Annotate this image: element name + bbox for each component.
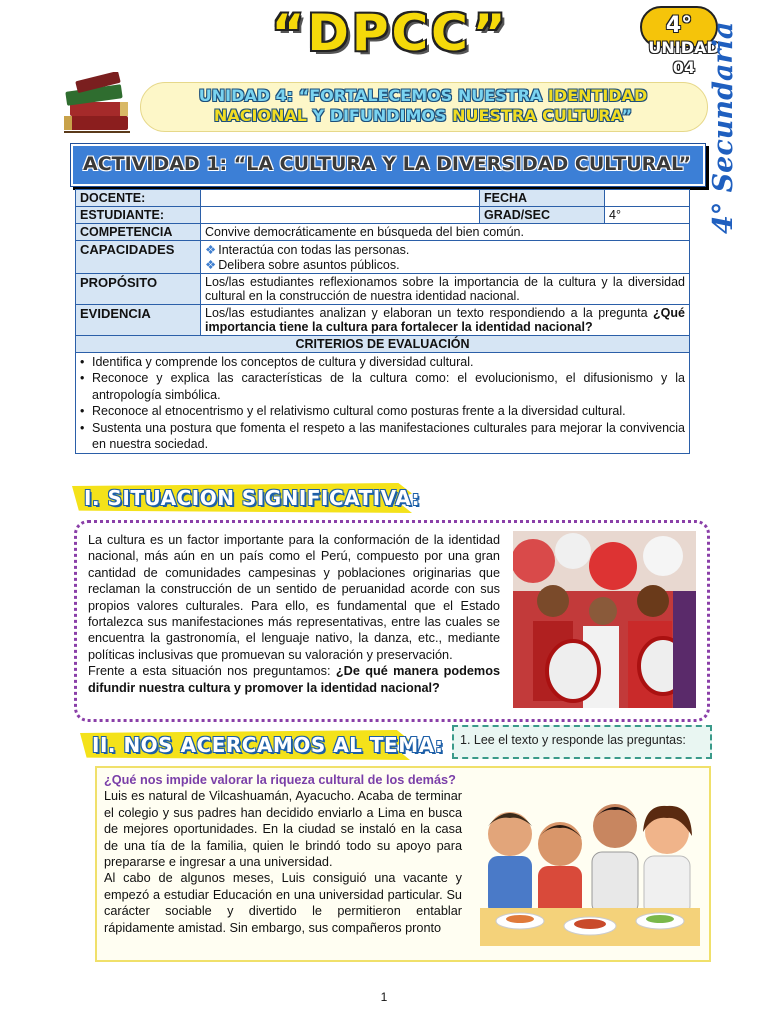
situation-text: [88, 532, 500, 696]
criterios-header: CRITERIOS DE EVALUACIÓN: [76, 336, 690, 353]
capacidades-label: CAPACIDADES: [76, 241, 201, 274]
gradsec-field[interactable]: 4°: [605, 207, 690, 224]
competencia-value: Convive democráticamente en búsqueda del bien común.: [201, 224, 690, 241]
estudiante-label: ESTUDIANTE:: [76, 207, 201, 224]
grade-badge: 4°: [640, 6, 718, 48]
evidencia-value: Los/las estudiantes analizan y elaboran un texto respondiendo a la pregunta ¿Qué importancia tiene la cultura para fortalecer la identidad nacional?: [201, 305, 690, 336]
docente-label: DOCENTE:: [76, 190, 201, 207]
section2-title: II. NOS ACERCAMOS AL TEMA:: [92, 733, 444, 757]
estudiante-field[interactable]: [201, 207, 480, 224]
reading-text: [104, 772, 462, 936]
activity-title: ACTIVIDAD 1: “LA CULTURA Y LA DIVERSIDAD CULTURAL”: [83, 153, 691, 175]
fecha-label: FECHA: [480, 190, 605, 207]
criterio-item: • Reconoce al etnocentrismo y el relativismo cultural como posturas frente a la diversidad cultural.: [80, 403, 685, 419]
criterios-list-cell: [76, 353, 690, 454]
criterio-item: • Identifica y comprende los conceptos de cultura y diversidad cultural.: [80, 354, 685, 370]
section1-title: I. SITUACION SIGNIFICATIVA:: [84, 486, 421, 510]
festival-dancers-image: [513, 531, 696, 708]
students-eating-illustration: [480, 786, 700, 946]
diamond-bullet-icon: ❖: [205, 243, 217, 257]
situation-paragraph: La cultura es un factor importante para la conformación de la identidad nacional, más aún en un país como el Perú, compuesto por una gran cantidad de comunidades campesinas y poblaciones originarias que reclaman la construcción de un sentido de peruanidad acorde con sus propios valores culturales. Para ello, es fundamental que el Estado fortalezca sus manifestaciones más representativas, entre las cuales se encuentra la gastronomía, el lenguaje nativo, la danza, etc., mediante políticas inclusivas que promuevan su valoración y preservación.: [88, 533, 500, 662]
situation-question: Frente a esta situación nos preguntamos: ¿De qué manera podemos difundir nuestra cultura y promover la identidad nacional?: [88, 664, 501, 695]
reading-paragraph: Al cabo de algunos meses, Luis consiguió una vacante y empezó a estudiar Educación en una universidad particular. Su carácter sociable y divertido le permitieron entablar rápidamente amistad. Sin embargo, sus compañeros pronto: [104, 871, 462, 935]
docente-field[interactable]: [201, 190, 480, 207]
books-icon: [60, 72, 138, 138]
program-title: “DPCC”: [271, 4, 509, 62]
capacidades-value: [201, 241, 690, 274]
vertical-grade-label: 4° Secundaria: [708, 21, 739, 234]
activity-info-table: [75, 189, 690, 454]
competencia-label: COMPETENCIA: [76, 224, 201, 241]
page-number: 1: [380, 990, 388, 1004]
fecha-field[interactable]: [605, 190, 690, 207]
criterios-list: [80, 354, 685, 452]
reading-paragraph: Luis es natural de Vilcashuamán, Ayacucho. Acaba de terminar el colegio y sus padres han decidido enviarlo a Lima en busca de mejores oportunidades. En la ciudad se instaló en la casa de una tía de la familia, quien le brindó todo su apoyo para prepararse e ingresar a una universidad.: [104, 789, 462, 870]
diamond-bullet-icon: ❖: [205, 258, 217, 272]
gradsec-label: GRAD/SEC: [480, 207, 605, 224]
reading-title: ¿Qué nos impide valorar la riqueza cultural de los demás?: [104, 773, 456, 787]
proposito-label: PROPÓSITO: [76, 274, 201, 305]
instruction-text: 1. Lee el texto y responde las preguntas:: [460, 733, 686, 747]
criterio-item: • Reconoce y explica las características de la cultura como: el evolucionismo, el difusionismo y la antropología simbólica.: [80, 370, 685, 403]
proposito-value: Los/las estudiantes reflexionamos sobre la importancia de la cultura y la diversidad cultural en la construcción de nuestra identidad nacional.: [201, 274, 690, 305]
unit-title: UNIDAD 4: “FORTALECEMOS NUESTRA IDENTIDAD NACIONAL Y DIFUNDIMOS NUESTRA CULTURA”: [198, 86, 648, 125]
criterio-item: • Sustenta una postura que fomenta el respeto a las manifestaciones culturales para mejorar la convivencia en nuestra sociedad.: [80, 420, 685, 453]
unit-badge: UNIDAD 04: [648, 38, 720, 77]
capacidad-item: ❖ Interactúa con todas las personas.: [205, 243, 410, 257]
evidencia-label: EVIDENCIA: [76, 305, 201, 336]
capacidad-item: ❖ Delibera sobre asuntos públicos.: [205, 258, 400, 272]
